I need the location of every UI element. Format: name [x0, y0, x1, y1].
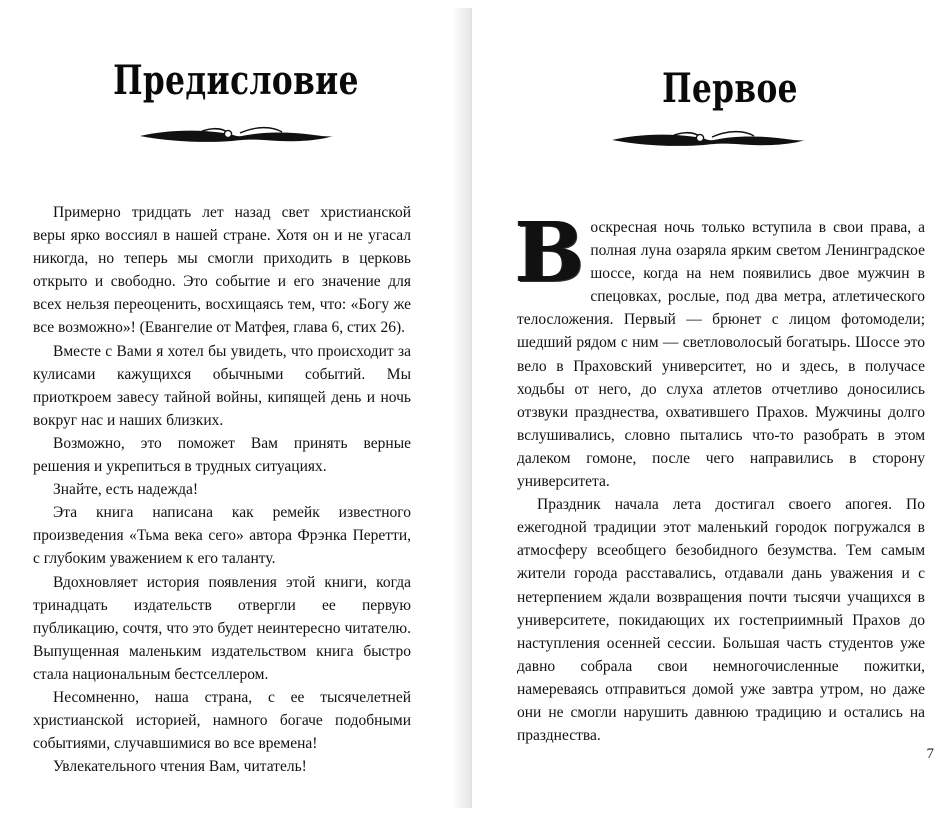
drop-cap: В — [515, 205, 585, 301]
paragraph: Примерно тридцать лет назад свет христианской веры ярко воссиял в нашей стране. Хотя он и не угасал никогда, но теперь мы смогли приходить в церковь открыто и свободно. Это событие и его значение для всех нельзя переоценить, восхищаясь тем, что: «Богу же все возможно»! (Евангелие от Матфея, глава 6, стих 26). — [33, 204, 411, 337]
ornament-flourish-icon — [608, 128, 808, 150]
paragraph-text: оскресная ночь только вступила в свои права, а полная луна озаряла ярким светом Ленинградское шоссе, когда на нем появились двое мужчин в спецовках, рослые, под два метра, атлетического телосложения. Первый — брюнет с лицом фотомодели; шедший рядом с ним — светловолосый богатырь. Шоссе это вело в Праховский университет, но и здесь, в получасе ходьбы от него, до слуха атлетов отчетливо доносились отзвуки празднества, охватившего Прахов. Мужчины долго вслушивались, словно пытались что-то разобрать в этом далеком гомоне, после чего направились в сторону университета. — [517, 219, 925, 491]
paragraph: Несомненно, наша страна, с ее тысячелетней христианской историей, намного богаче подобными событиями, случавшимися во все времена! — [33, 688, 411, 753]
paragraph: Возможно, это поможет Вам принять верные решения и укрепиться в трудных ситуациях. — [33, 434, 411, 476]
page-number: 7 — [926, 746, 934, 762]
paragraph: Знайте, есть надежда! — [53, 481, 199, 499]
chapter-title: Первое — [662, 65, 798, 112]
preface-title: Предисловие — [113, 57, 359, 104]
preface-text — [33, 201, 411, 778]
chapter-text — [515, 205, 925, 747]
paragraph: Вдохновляет история появления этой книги, когда тринадцать издательств отвергли ее первую публикацию, сочтя, что это будет неинтересно читателю. Выпущенная маленьким издательством книга быстро стала национальным бестселлером. — [33, 573, 411, 683]
left-page — [0, 0, 472, 815]
paragraph — [515, 205, 925, 493]
paragraph: Эта книга написана как ремейк известного произведения «Тьма века сего» автора Фрэнка Перетти, с глубоким уважением к его таланту. — [33, 504, 411, 568]
paragraph: Вместе с Вами я хотел бы увидеть, что происходит за кулисами кажущихся обычными событий. Мы приоткроем завесу тайной войны, кипящей день и ночь вокруг нас и наших близких. — [33, 342, 411, 429]
paragraph: Праздник начала лета достигал своего апогея. По ежегодной традиции этот маленький городок погружался в атмосферу всеобщего безобидного безумства. Тем самым жители города расставались, отдавали дань уважения и с нетерпением ждали возвращения почти тысячи учащихся в университете, покидающих их гостеприимный Прахов до наступления осенней сессии. Большая часть студентов уже давно собрала свои немногочисленные пожитки, намереваясь отправиться домой уже завтра утром, но даже они не смогли нарушить давнюю традицию и остались на празднества. — [517, 496, 925, 745]
right-page — [472, 0, 948, 815]
paragraph: Увлекательного чтения Вам, читатель! — [53, 758, 307, 776]
ornament-flourish-icon — [136, 124, 336, 146]
